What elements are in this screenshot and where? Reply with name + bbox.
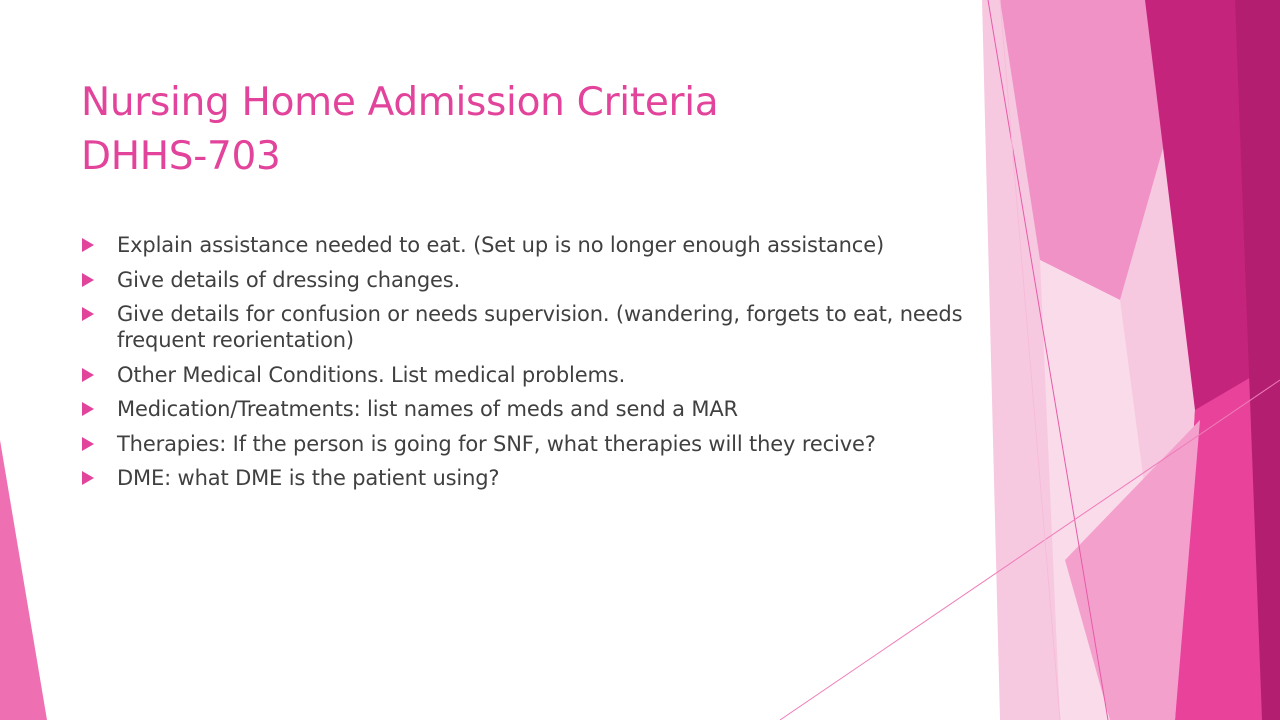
bullet-text: DME: what DME is the patient using? [117,466,500,490]
bullet-text: Other Medical Conditions. List medical problems. [117,362,626,387]
bullet-item-medication-treatments [81,396,981,422]
bullet-item-therapies [81,431,981,457]
bullet-list [81,232,981,500]
bullet-arrow-icon [81,471,95,485]
bullet-item-medical-conditions [81,362,981,388]
bullet-text: Give details of dressing changes. [117,267,461,292]
bullet-item-confusion-supervision [81,301,981,353]
bullet-arrow-icon [81,437,95,451]
bullet-arrow-icon [81,238,95,252]
bullet-item-eating-assistance [81,232,981,258]
bullet-arrow-icon [81,273,95,287]
slide-title-line-1: Nursing Home Admission Criteria [81,80,719,125]
bullet-arrow-icon [81,402,95,416]
bullet-text: Medication/Treatments: list names of meds and send a MAR [117,397,738,421]
bullet-item-dressing-changes [81,267,981,293]
bullet-item-dme [81,465,981,491]
bullet-arrow-icon [81,368,95,382]
bullet-text: Therapies: If the person is going for SNF, what therapies will they recive? [117,431,876,456]
left-edge-stripe [0,440,47,720]
slide-title [81,76,961,184]
bullet-text: Give details for confusion or needs supervision. (wandering, forgets to eat, needs frequent reorientation) [117,302,963,352]
slide-title-line-2: DHHS-703 [81,134,281,179]
bullet-text: Explain assistance needed to eat. (Set up is no longer enough assistance) [117,233,885,257]
bullet-arrow-icon [81,307,95,321]
